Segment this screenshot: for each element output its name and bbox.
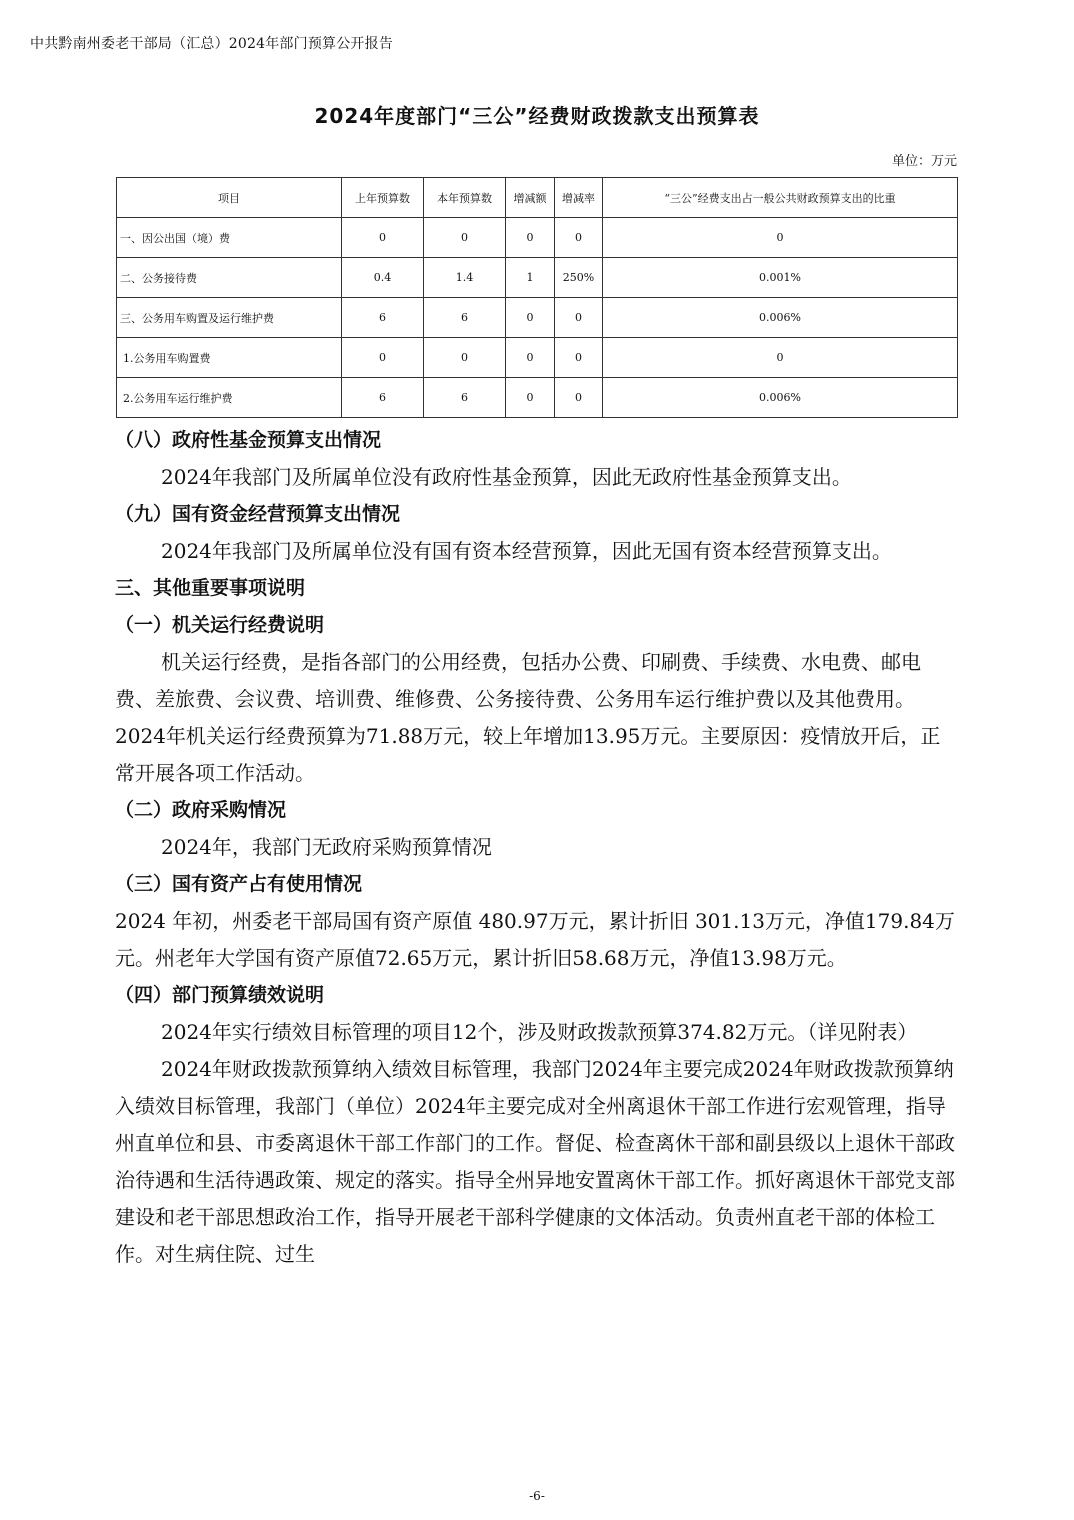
section-8-heading: （八）政府性基金预算支出情况 xyxy=(115,429,382,451)
table-cell: 6 xyxy=(424,298,506,338)
table-cell: 6 xyxy=(342,378,424,418)
table-row xyxy=(117,378,958,418)
table-cell: 6 xyxy=(342,298,424,338)
table-cell: 0 xyxy=(555,298,603,338)
table-cell: 0 xyxy=(603,218,958,258)
table-cell: 0 xyxy=(424,338,506,378)
table-cell: 0.006% xyxy=(603,378,958,418)
three-public-expenses-table xyxy=(116,177,958,418)
table-cell: 三、公务用车购置及运行维护费 xyxy=(117,298,342,338)
table-title: 2024年度部门“三公”经费财政拨款支出预算表 xyxy=(314,104,760,128)
table-cell: 1 xyxy=(506,258,555,298)
document-header: 中共黔南州委老干部局（汇总）2024年部门预算公开报告 xyxy=(30,36,394,52)
table-cell: 0 xyxy=(342,338,424,378)
subsection-4-text-2: 2024年财政拨款预算纳入绩效目标管理，我部门2024年主要完成2024年财政拨款预算纳入绩效目标管理，我部门（单位）2024年主要完成对全州离退休干部工作进行宏观管理，指导州直单位和县、市委离退休干部工作部门的工作。督促、检查离休干部和副县级以上退休干部政治待遇和生活待遇政策、规定的落实。指导全州异地安置离休干部工作。抓好离退休干部党支部建设和老干部思想政治工作，指导开展老干部科学健康的文体活动。负责州直老干部的体检工作。对生病住院、过生 xyxy=(115,1057,955,1266)
section-9-heading: （九）国有资金经营预算支出情况 xyxy=(115,503,401,525)
table-cell: 0 xyxy=(506,338,555,378)
document-body xyxy=(115,422,955,1273)
table-cell: 0 xyxy=(555,378,603,418)
table-cell: 0.4 xyxy=(342,258,424,298)
table-cell: 二、公务接待费 xyxy=(117,258,342,298)
subsection-1-text: 机关运行经费，是指各部门的公用经费，包括办公费、印刷费、手续费、水电费、邮电费、差旅费、会议费、培训费、维修费、公务接待费、公务用车运行维护费以及其他费用。2024年机关运行经费预算为71.88万元，较上年增加13.95万元。主要原因：疫情放开后，正常开展各项工作活动。 xyxy=(115,650,941,785)
table-cell: 0 xyxy=(342,218,424,258)
subsection-3-text: 2024 年初，州委老干部局国有资产原值 480.97万元，累计折旧 301.13万元，净值179.84万元。州老年大学国有资产原值72.65万元，累计折旧58.68万元，净值13.98万元。 xyxy=(115,909,955,970)
table-cell: 0 xyxy=(555,338,603,378)
subsection-2-text: 2024年，我部门无政府采购预算情况 xyxy=(161,835,492,859)
subsection-4-text-1: 2024年实行绩效目标管理的项目12个，涉及财政拨款预算374.82万元。（详见附表） xyxy=(161,1020,918,1044)
section-9-text: 2024年我部门及所属单位没有国有资本经营预算，因此无国有资本经营预算支出。 xyxy=(161,539,892,563)
subsection-1-heading: （一）机关运行经费说明 xyxy=(115,614,325,636)
table-cell: 0 xyxy=(506,378,555,418)
column-header-this-year-budget: 本年预算数 xyxy=(424,178,506,218)
subsection-3-heading: （三）国有资产占有使用情况 xyxy=(115,873,363,895)
column-header-item: 项目 xyxy=(117,178,342,218)
table-cell: 0.001% xyxy=(603,258,958,298)
table-cell: 0 xyxy=(555,218,603,258)
table-cell: 1.公务用车购置费 xyxy=(117,338,342,378)
table-cell: 1.4 xyxy=(424,258,506,298)
page-number: -6- xyxy=(529,1489,545,1503)
subsection-2-heading: （二）政府采购情况 xyxy=(115,799,287,821)
table-header-row xyxy=(117,178,958,218)
table-cell: 0 xyxy=(603,338,958,378)
section-8-text: 2024年我部门及所属单位没有政府性基金预算，因此无政府性基金预算支出。 xyxy=(161,465,852,489)
table-row xyxy=(117,298,958,338)
table-cell: 0 xyxy=(506,298,555,338)
column-header-change-amount: 增减额 xyxy=(506,178,555,218)
column-header-last-year-budget: 上年预算数 xyxy=(342,178,424,218)
table-cell: 0 xyxy=(506,218,555,258)
table-cell: 0.006% xyxy=(603,298,958,338)
part-3-heading: 三、其他重要事项说明 xyxy=(115,577,306,599)
unit-label: 单位：万元 xyxy=(891,154,957,169)
subsection-4-heading: （四）部门预算绩效说明 xyxy=(115,984,325,1006)
table-cell: 一、因公出国（境）费 xyxy=(117,218,342,258)
table-cell: 250% xyxy=(555,258,603,298)
table-cell: 2.公务用车运行维护费 xyxy=(117,378,342,418)
table-cell: 6 xyxy=(424,378,506,418)
table-row xyxy=(117,258,958,298)
column-header-proportion: “三公”经费支出占一般公共财政预算支出的比重 xyxy=(603,178,958,218)
table-row xyxy=(117,338,958,378)
table-cell: 0 xyxy=(424,218,506,258)
column-header-change-rate: 增减率 xyxy=(555,178,603,218)
table-row xyxy=(117,218,958,258)
